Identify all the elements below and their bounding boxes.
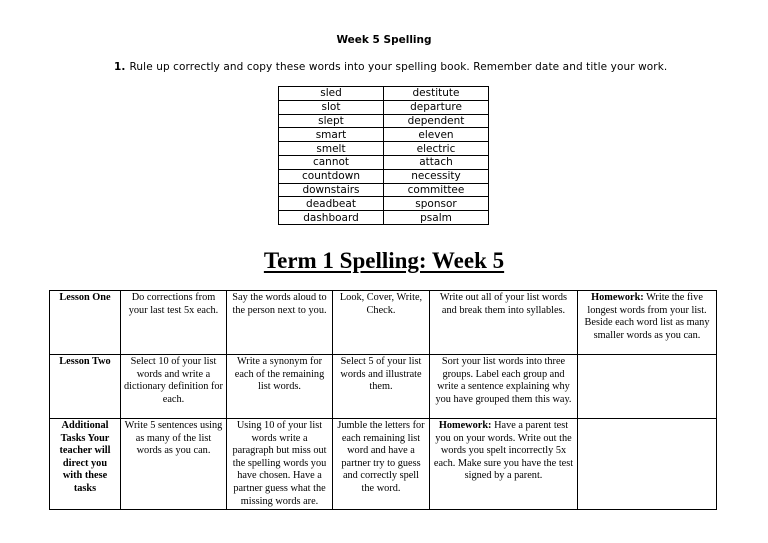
task-cell: Jumble the letters for each remaining list word and have a partner try to guess and correctly spell the word. [333, 419, 430, 510]
word-cell: necessity [384, 169, 489, 183]
section-heading [0, 248, 768, 274]
task-cell: Write a synonym for each of the remaining list words. [227, 355, 333, 419]
word-list-table [278, 86, 489, 225]
word-cell: cannot [279, 155, 384, 169]
word-cell: electric [384, 142, 489, 156]
word-row [279, 169, 489, 183]
task-cell: Select 5 of your list words and illustrate them. [333, 355, 430, 419]
word-cell: dashboard [279, 211, 384, 225]
empty-cell [578, 419, 717, 510]
word-cell: smelt [279, 142, 384, 156]
word-row [279, 128, 489, 142]
task-cell: Say the words aloud to the person next to you. [227, 291, 333, 355]
word-row [279, 142, 489, 156]
instruction [114, 61, 667, 73]
word-row [279, 114, 489, 128]
table-row [50, 291, 717, 355]
row-label: Lesson Two [50, 355, 121, 419]
row-label: Additional Tasks Your teacher will direct you with these tasks [50, 419, 121, 510]
word-row [279, 87, 489, 101]
task-cell: Look, Cover, Write, Check. [333, 291, 430, 355]
word-cell: psalm [384, 211, 489, 225]
word-row [279, 155, 489, 169]
word-cell: downstairs [279, 183, 384, 197]
word-cell: deadbeat [279, 197, 384, 211]
word-cell: eleven [384, 128, 489, 142]
homework-label: Homework: [438, 420, 492, 431]
task-cell: Write out all of your list words and break them into syllables. [430, 291, 578, 355]
word-row [279, 100, 489, 114]
homework-cell [578, 291, 717, 355]
word-row [279, 211, 489, 225]
task-cell: Write 5 sentences using as many of the list words as you can. [121, 419, 227, 510]
word-cell: destitute [384, 87, 489, 101]
word-cell: countdown [279, 169, 384, 183]
word-cell: sponsor [384, 197, 489, 211]
homework-text: Write the five longest words from your list. Beside each word list as many smaller words as you can. [584, 292, 710, 341]
lesson-plan-table [49, 290, 717, 510]
task-cell: Using 10 of your list words write a paragraph but miss out the spelling words you have chosen. Have a partner guess what the missing words are. [227, 419, 333, 510]
task-cell: Sort your list words into three groups. Label each group and write a sentence explaining why you have grouped them this way. [430, 355, 578, 419]
table-row [50, 419, 717, 510]
word-cell: departure [384, 100, 489, 114]
instruction-number: 1. [114, 61, 126, 73]
empty-cell [578, 355, 717, 419]
word-cell: committee [384, 183, 489, 197]
word-cell: smart [279, 128, 384, 142]
word-row [279, 197, 489, 211]
row-label: Lesson One [50, 291, 121, 355]
word-cell: sled [279, 87, 384, 101]
word-cell: dependent [384, 114, 489, 128]
instruction-text: Rule up correctly and copy these words into your spelling book. Remember date and title your work. [129, 61, 668, 73]
word-cell: slot [279, 100, 384, 114]
word-cell: attach [384, 155, 489, 169]
homework-label: Homework: [591, 292, 644, 303]
task-cell: Do corrections from your last test 5x each. [121, 291, 227, 355]
page-title: Week 5 Spelling [336, 34, 432, 46]
table-row [50, 355, 717, 419]
word-row [279, 183, 489, 197]
word-cell: slept [279, 114, 384, 128]
section-heading-text: Term 1 Spelling: Week 5 [263, 248, 505, 273]
homework-text: Have a parent test you on your words. Write out the words you spelt incorrectly 5x each. Make sure you have the test signed by a parent. [433, 420, 574, 482]
homework-cell [430, 419, 578, 510]
task-cell: Select 10 of your list words and write a dictionary definition for each. [121, 355, 227, 419]
